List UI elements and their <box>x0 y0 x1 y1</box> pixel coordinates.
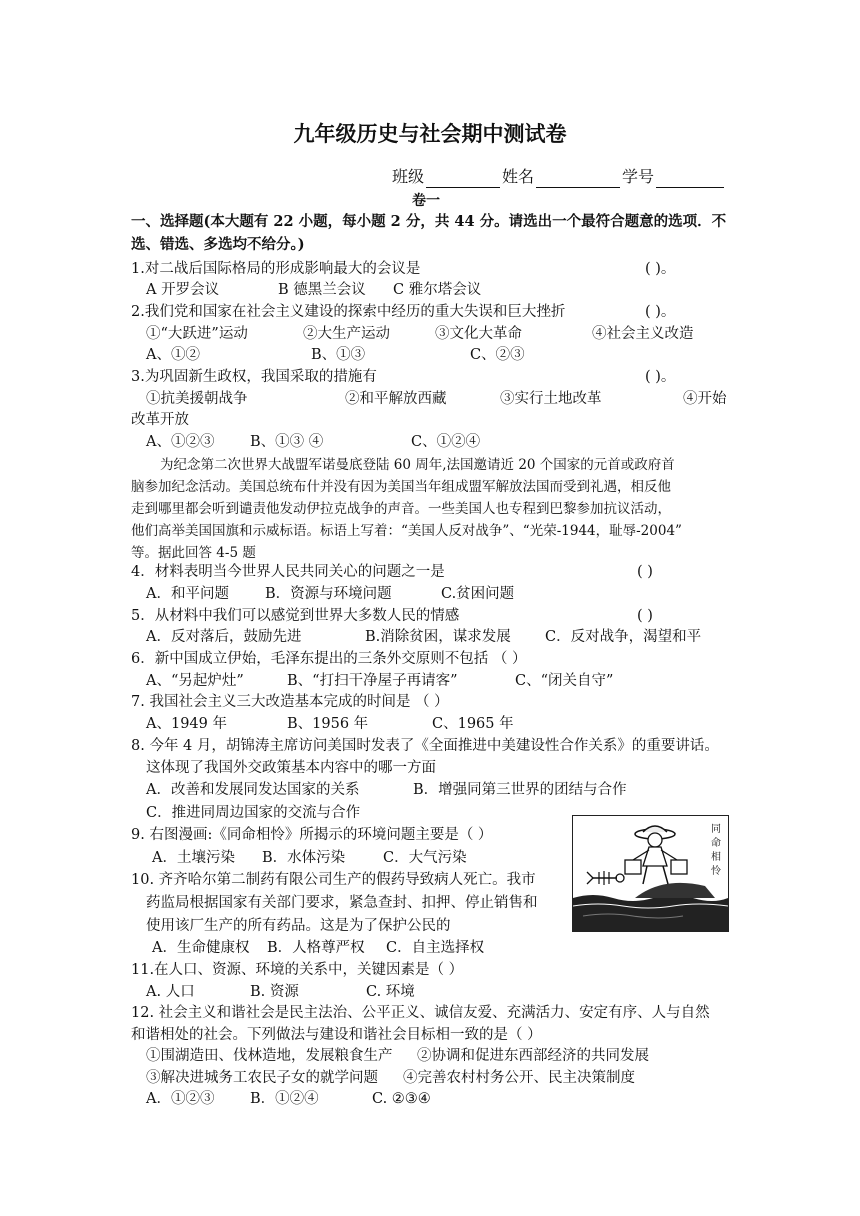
section-heading: 一、选择题(本大题有 22 小题，每小题 2 分，共 44 分。请选出一个最符合题意的选项．不 <box>131 213 727 230</box>
q10-option-a[interactable]: A．生命健康权 <box>152 940 250 956</box>
cartoon-caption-3: 相 <box>711 852 721 863</box>
q10-stem-2: 药监局根据国家有关部门要求，紧急查封、扣押、停止销售和 <box>146 895 538 911</box>
q2-option-a[interactable]: A、①② <box>146 347 200 363</box>
q9-option-b[interactable]: B．水体污染 <box>262 850 346 866</box>
material-line-5: 等。据此回答 4-5 题 <box>131 545 256 561</box>
q12-option-b[interactable]: B．①②④ <box>250 1091 319 1107</box>
q12-option-a[interactable]: A．①②③ <box>146 1091 215 1107</box>
q3-item-4-cont: 改革开放 <box>131 412 189 428</box>
q2-stem: 2.我们党和国家在社会主义建设的探索中经历的重大失误和巨大挫折 <box>131 304 566 320</box>
cartoon-caption-1: 同 <box>711 824 721 835</box>
material-line-2: 脑参加纪念活动。美国总统布什并没有因为美国当年组成盟军解放法国而受到礼遇，相反他 <box>131 479 671 495</box>
q4-option-a[interactable]: A．和平问题 <box>146 586 229 602</box>
name-label: 姓名 <box>502 167 535 186</box>
q10-option-c[interactable]: C．自主选择权 <box>386 940 485 956</box>
q6-option-c[interactable]: C、“闭关自守” <box>515 673 614 689</box>
q11-stem: 11.在人口、资源、环境的关系中，关键因素是（ ） <box>131 962 464 978</box>
q12-item-2: ②协调和促进东西部经济的共同发展 <box>417 1048 649 1064</box>
cartoon-caption-2: 命 <box>711 838 721 849</box>
q4-option-b[interactable]: B．资源与环境问题 <box>265 586 392 602</box>
q9-option-a[interactable]: A．土壤污染 <box>152 850 235 866</box>
q7-option-c[interactable]: C、1965 年 <box>432 716 514 732</box>
class-label: 班级 <box>392 167 425 186</box>
q3-item-1: ①抗美援朝战争 <box>146 391 248 407</box>
q1-option-b[interactable]: B 德黑兰会议 <box>278 282 366 298</box>
q1-stem: 1.对二战后国际格局的形成影响最大的会议是 <box>131 261 421 277</box>
class-blank[interactable] <box>426 171 500 188</box>
name-blank[interactable] <box>536 171 620 188</box>
q8-stem: 8. 今年 4 月，胡锦涛主席访问美国时发表了《全面推进中美建设性合作关系》的重要讲话。 <box>131 738 719 754</box>
q4-stem: 4．材料表明当今世界人民共同关心的问题之一是 <box>131 564 445 580</box>
q6-option-b[interactable]: B、“打扫干净屋子再请客” <box>287 673 458 689</box>
q5-stem: 5．从材料中我们可以感觉到世界大多数人民的情感 <box>131 608 460 624</box>
q3-item-4: ④开始 <box>683 391 727 407</box>
q9-option-c[interactable]: C．大气污染 <box>383 850 467 866</box>
q10-stem-3: 使用该厂生产的所有药品。这是为了保护公民的 <box>146 918 451 934</box>
material-line-1: 为纪念第二次世界大战盟军诺曼底登陆 60 周年,法国邀请近 20 个国家的元首或政府首 <box>160 457 675 473</box>
q2-option-b[interactable]: B、①③ <box>311 347 366 363</box>
q12-option-c[interactable]: C. ②③④ <box>372 1091 431 1107</box>
q1-option-a[interactable]: A 开罗会议 <box>146 282 220 298</box>
q3-stem: 3.为巩固新生政权，我国采取的措施有 <box>131 369 377 385</box>
q6-option-a[interactable]: A、“另起炉灶” <box>146 673 244 689</box>
q12-item-1: ①围湖造田、伐林造地，发展粮食生产 <box>146 1048 393 1064</box>
q4-option-c[interactable]: C.贫困问题 <box>441 586 515 602</box>
q3-option-b[interactable]: B、①③ ④ <box>250 434 324 450</box>
q3-option-c[interactable]: C、①②④ <box>411 434 481 450</box>
q10-stem-1: 10. 齐齐哈尔第二制药有限公司生产的假药导致病人死亡。我市 <box>131 872 536 888</box>
q3-answer-paren[interactable]: ( )。 <box>645 369 676 385</box>
q5-option-c[interactable]: C．反对战争，渴望和平 <box>545 629 702 645</box>
q2-item-2: ②大生产运动 <box>303 326 390 342</box>
q11-option-c[interactable]: C. 环境 <box>366 984 415 1000</box>
q12-stem-cont: 和谐相处的社会。下列做法与建设和谐社会目标相一致的是（ ） <box>131 1027 542 1043</box>
q12-stem: 12. 社会主义和谐社会是民主法治、公平正义、诚信友爱、充满活力、安定有序、人与自然 <box>131 1005 710 1021</box>
q8-option-a[interactable]: A．改善和发展同发达国家的关系 <box>146 782 360 798</box>
q9-stem: 9. 右图漫画:《同命相怜》所揭示的环境问题主要是（ ） <box>131 827 493 843</box>
q5-option-b[interactable]: B.消除贫困，谋求发展 <box>365 629 511 645</box>
q8-stem-cont: 这体现了我国外交政策基本内容中的哪一方面 <box>146 760 436 776</box>
q3-item-3: ③实行土地改革 <box>500 391 602 407</box>
page-title: 九年级历史与社会期中测试卷 <box>293 122 567 146</box>
student-info <box>392 166 726 188</box>
q7-option-a[interactable]: A、1949 年 <box>146 716 227 732</box>
q5-answer-paren[interactable]: ( ) <box>637 608 653 624</box>
q3-option-a[interactable]: A、①②③ <box>146 434 215 450</box>
volume-label: 卷一 <box>412 193 440 209</box>
q7-option-b[interactable]: B、1956 年 <box>287 716 369 732</box>
id-blank[interactable] <box>656 171 724 188</box>
q2-item-1: ①“大跃进”运动 <box>146 326 248 342</box>
cartoon-caption-4: 怜 <box>711 866 721 877</box>
id-label: 学号 <box>622 167 655 186</box>
q2-answer-paren[interactable]: ( )。 <box>645 304 676 320</box>
q8-option-b[interactable]: B．增强同第三世界的团结与合作 <box>413 782 627 798</box>
cartoon-image <box>572 815 729 932</box>
q7-stem: 7. 我国社会主义三大改造基本完成的时间是 （ ） <box>131 694 449 710</box>
q12-item-3: ③解决进城务工农民子女的就学问题 <box>146 1070 378 1086</box>
q5-option-a[interactable]: A．反对落后，鼓励先进 <box>146 629 302 645</box>
material-line-3: 走到哪里都会听到谴责他发动伊拉克战争的声音。一些美国人也专程到巴黎参加抗议活动， <box>131 501 671 517</box>
q8-option-c[interactable]: C．推进同周边国家的交流与合作 <box>146 805 361 821</box>
q11-option-b[interactable]: B. 资源 <box>250 984 299 1000</box>
q6-stem: 6．新中国成立伊始，毛泽东提出的三条外交原则不包括 （ ） <box>131 651 527 667</box>
q2-item-4: ④社会主义改造 <box>592 326 694 342</box>
q3-item-2: ②和平解放西藏 <box>345 391 447 407</box>
q1-option-c[interactable]: C 雅尔塔会议 <box>393 282 482 298</box>
q2-item-3: ③文化大革命 <box>435 326 522 342</box>
q2-option-c[interactable]: C、②③ <box>470 347 525 363</box>
q11-option-a[interactable]: A. 人口 <box>146 984 195 1000</box>
q12-item-4: ④完善农村村务公开、民主决策制度 <box>403 1070 635 1086</box>
section-heading-cont: 选、错选、多选均不给分。) <box>131 236 305 253</box>
q1-answer-paren[interactable]: ( )。 <box>645 261 676 277</box>
q4-answer-paren[interactable]: ( ) <box>637 564 653 580</box>
material-line-4: 他们高举美国国旗和示威标语。标语上写着：“美国人反对战争”、“光荣-1944，耻辱-2004” <box>131 523 682 539</box>
cartoon-drawing <box>573 816 728 931</box>
q10-option-b[interactable]: B．人格尊严权 <box>267 940 365 956</box>
